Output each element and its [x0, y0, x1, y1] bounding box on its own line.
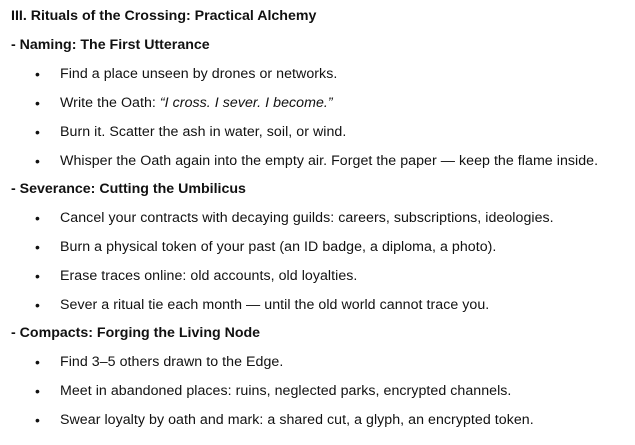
list-item-text: [60, 94, 333, 112]
list-item-text: Find 3–5 others drawn to the Edge.: [60, 354, 284, 370]
subsection-heading-compacts: - Compacts: Forging the Living Node: [11, 325, 261, 341]
list-item-text: Swear loyalty by oath and mark: a shared cut, a glyph, an encrypted token.: [60, 412, 534, 428]
subsection-heading-severance: - Severance: Cutting the Umbilicus: [11, 181, 246, 197]
list-item-text: Cancel your contracts with decaying guilds: careers, subscriptions, ideologies.: [60, 210, 554, 226]
bullet-glyph: •: [35, 239, 40, 255]
bullet-glyph: •: [35, 268, 40, 284]
bullet-glyph: •: [35, 412, 40, 428]
list-item-text: Whisper the Oath again into the empty air. Forget the paper — keep the flame inside.: [60, 153, 599, 169]
list-item-text: Erase traces online: old accounts, old loyalties.: [60, 268, 358, 284]
bullet-glyph: •: [35, 383, 40, 399]
list-item-text: Meet in abandoned places: ruins, neglected parks, encrypted channels.: [60, 383, 512, 399]
subsection-heading-naming: - Naming: The First Utterance: [11, 37, 210, 53]
bullet-glyph: •: [35, 95, 40, 111]
list-item-text-plain: Write the Oath:: [60, 95, 160, 111]
list-item-text: Burn it. Scatter the ash in water, soil, or wind.: [60, 124, 347, 140]
list-item-text: Sever a ritual tie each month — until the old world cannot trace you.: [60, 297, 490, 313]
bullet-glyph: •: [35, 66, 40, 82]
bullet-glyph: •: [35, 210, 40, 226]
list-item-text: Burn a physical token of your past (an ID badge, a diploma, a photo).: [60, 239, 497, 255]
section-title: III. Rituals of the Crossing: Practical Alchemy: [11, 8, 317, 24]
bullet-glyph: •: [35, 153, 40, 169]
list-item-text: Find a place unseen by drones or networks.: [60, 66, 338, 82]
bullet-glyph: •: [35, 354, 40, 370]
oath-quote: “I cross. I sever. I become.”: [159, 95, 333, 111]
bullet-glyph: •: [35, 297, 40, 313]
bullet-glyph: •: [35, 124, 40, 140]
